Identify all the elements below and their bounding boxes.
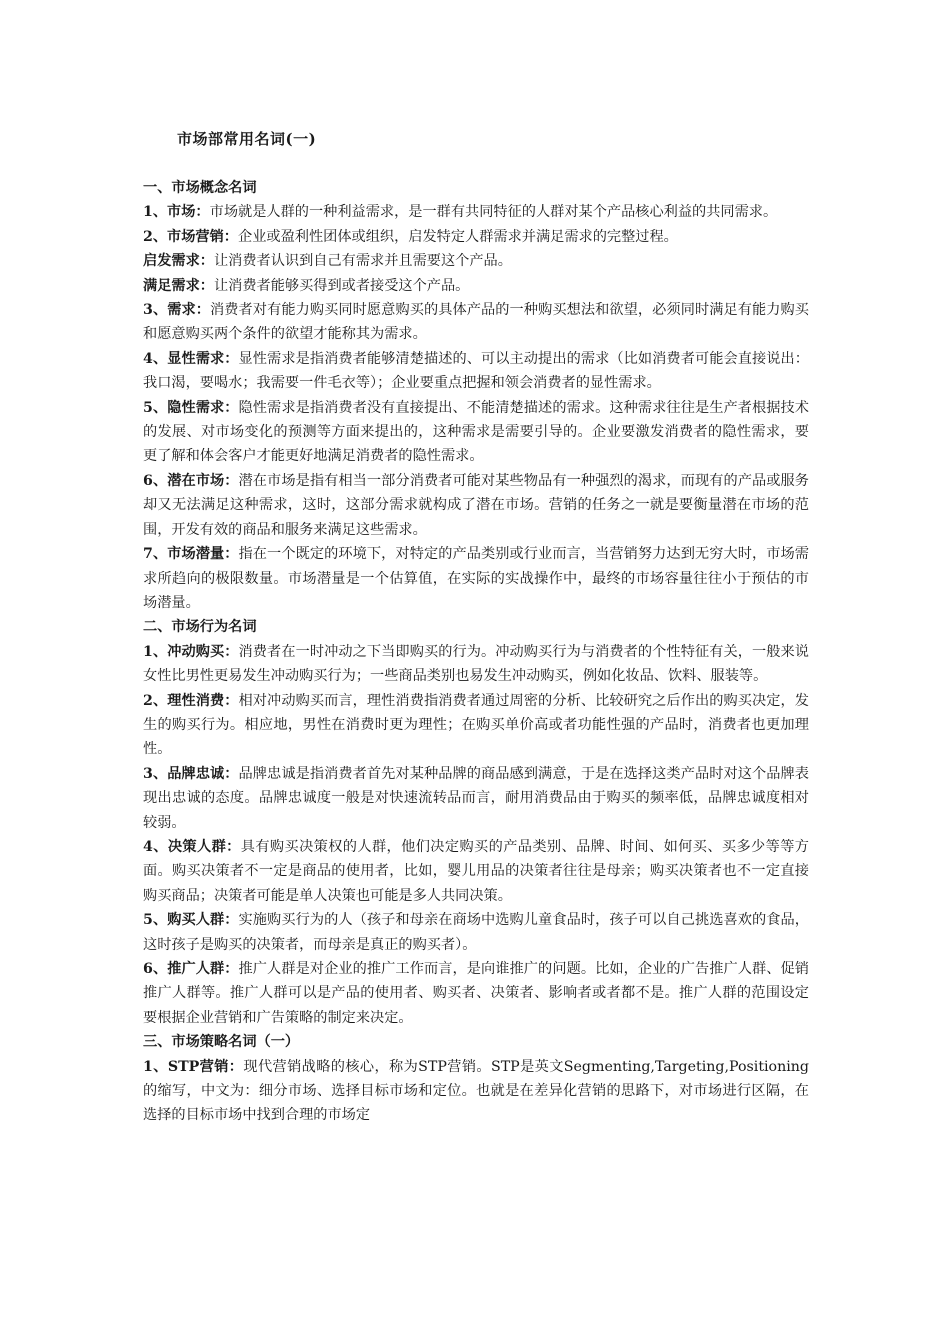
term-label: 启发需求：: [143, 253, 214, 270]
term-label: 1、冲动购买：: [143, 643, 239, 660]
section-heading: 三、市场策略名词（一）: [143, 1034, 300, 1051]
term-label: 1、市场：: [143, 204, 210, 221]
term-definition: 隐性需求是指消费者没有直接提出、不能清楚描述的需求。这种需求往往是生产者根据技术的发展、对市场变化的预测等方面来提出的，这种需求是需要引导的。企业要激发消费者的隐性需求，要更了解和体会客户才能更好地满足消费者的隐性需求。: [143, 399, 809, 465]
definition-paragraph: [143, 957, 809, 1030]
term-definition: 市场就是人群的一种利益需求，是一群有共同特征的人群对某个产品核心利益的共同需求。: [209, 204, 778, 221]
section-heading: 一、市场概念名词: [143, 180, 257, 196]
term-label: 满足需求：: [143, 277, 214, 294]
term-label: 2、市场营销：: [143, 228, 238, 245]
term-definition: 具有购买决策权的人群，他们决定购买的产品类别、品牌、时间、如何买、买多少等等方面。购买决策者不一定是商品的使用者，比如，婴儿用品的决策者往往是母亲；购买决策者也不一定直接购买商品；决策者可能是单人决策也可能是多人共同决策。: [143, 838, 809, 904]
term-label: 2、理性消费：: [143, 692, 239, 709]
definition-paragraph: [143, 1055, 809, 1128]
document-body: [143, 176, 809, 1128]
definition-paragraph: [143, 542, 809, 615]
definition-paragraph: [143, 640, 809, 689]
term-label: 4、决策人群：: [143, 838, 241, 855]
definition-paragraph: [143, 908, 809, 957]
definition-paragraph: [143, 396, 809, 469]
term-label: 7、市场潜量：: [143, 546, 239, 563]
term-label: 3、需求：: [143, 302, 211, 319]
term-label: 3、品牌忠诚：: [143, 765, 239, 782]
term-definition: 显性需求是指消费者能够清楚描述的、可以主动提出的需求（比如消费者可能会直接说出：我口渴，要喝水；我需要一件毛衣等）；企业要重点把握和领会消费者的显性需求。: [143, 350, 809, 392]
term-definition: 实施购买行为的人（孩子和母亲在商场中选购儿童食品时，孩子可以自己挑选喜欢的食品，这时孩子是购买的决策者，而母亲是真正的购买者）。: [143, 912, 809, 953]
term-label: 6、推广人群：: [143, 961, 239, 977]
term-definition: 相对冲动购买而言，理性消费指消费者通过周密的分析、比较研究之后作出的购买决定，发生的购买行为。相应地，男性在消费时更为理性；在购买单价高或者功能性强的产品时，消费者也更加理性。: [143, 692, 809, 758]
term-definition: 让消费者能够买得到或者接受这个产品。: [213, 277, 470, 294]
term-label: 1、STP营销：: [143, 1058, 244, 1075]
document-title: 市场部常用名词(一): [177, 130, 317, 148]
term-definition: 现代营销战略的核心，称为STP营销。STP是英文Segmenting,Targeting,Positioning的缩写，中文为：细分市场、选择目标市场和定位。也就是在差异化营销的思路下，对市场进行区隔，在选择的目标市场中找到合理的市场定: [143, 1058, 809, 1124]
term-definition: 指在一个既定的环境下，对特定的产品类别或行业而言，当营销努力达到无穷大时，市场需求所趋向的极限数量。市场潜量是一个估算值，在实际的实战操作中，最终的市场容量往往小于预估的市场潜量。: [143, 546, 809, 611]
section-heading: 二、市场行为名词: [143, 619, 257, 636]
definition-paragraph: [143, 249, 809, 273]
term-definition: 品牌忠诚是指消费者首先对某种品牌的商品感到满意，于是在选择这类产品时对这个品牌表现出忠诚的态度。品牌忠诚度一般是对快速流转品而言，耐用消费品由于购买的频率低，品牌忠诚度相对较弱。: [143, 765, 809, 831]
term-label: 5、购买人群：: [143, 912, 239, 929]
definition-paragraph: [143, 689, 809, 762]
term-label: 5、隐性需求：: [143, 399, 239, 416]
definition-paragraph: [143, 200, 809, 224]
term-definition: 消费者对有能力购买同时愿意购买的具体产品的一种购买想法和欲望，必须同时满足有能力购买和愿意购买两个条件的欲望才能称其为需求。: [143, 302, 809, 343]
term-definition: 潜在市场是指有相当一部分消费者可能对某些物品有一种强烈的渴求，而现有的产品或服务却又无法满足这种需求，这时，这部分需求就构成了潜在市场。营销的任务之一就是要衡量潜在市场的范围，开发有效的商品和服务来满足这些需求。: [143, 472, 809, 538]
definition-paragraph: [143, 225, 809, 249]
definition-paragraph: [143, 762, 809, 835]
term-definition: 企业或盈利性团体或组织，启发特定人群需求并满足需求的完整过程。: [238, 228, 678, 245]
term-definition: 推广人群是对企业的推广工作而言，是向谁推广的问题。比如，企业的广告推广人群、促销推广人群等。推广人群可以是产品的使用者、购买者、决策者、影响者或者都不是。推广人群的范围设定要根据企业营销和广告策略的制定来决定。: [143, 961, 809, 1026]
definition-paragraph: [143, 298, 809, 347]
definition-paragraph: [143, 274, 809, 298]
term-definition: 让消费者认识到自己有需求并且需要这个产品。: [213, 253, 512, 270]
term-label: 4、显性需求：: [143, 350, 239, 367]
term-label: 6、潜在市场：: [143, 472, 239, 489]
term-definition: 消费者在一时冲动之下当即购买的行为。冲动购买行为与消费者的个性特征有关，一般来说女性比男性更易发生冲动购买行为；一些商品类别也易发生冲动购买，例如化妆品、饮料、服装等。: [143, 643, 809, 685]
definition-paragraph: [143, 347, 809, 396]
definition-paragraph: [143, 469, 809, 542]
definition-paragraph: [143, 835, 809, 908]
